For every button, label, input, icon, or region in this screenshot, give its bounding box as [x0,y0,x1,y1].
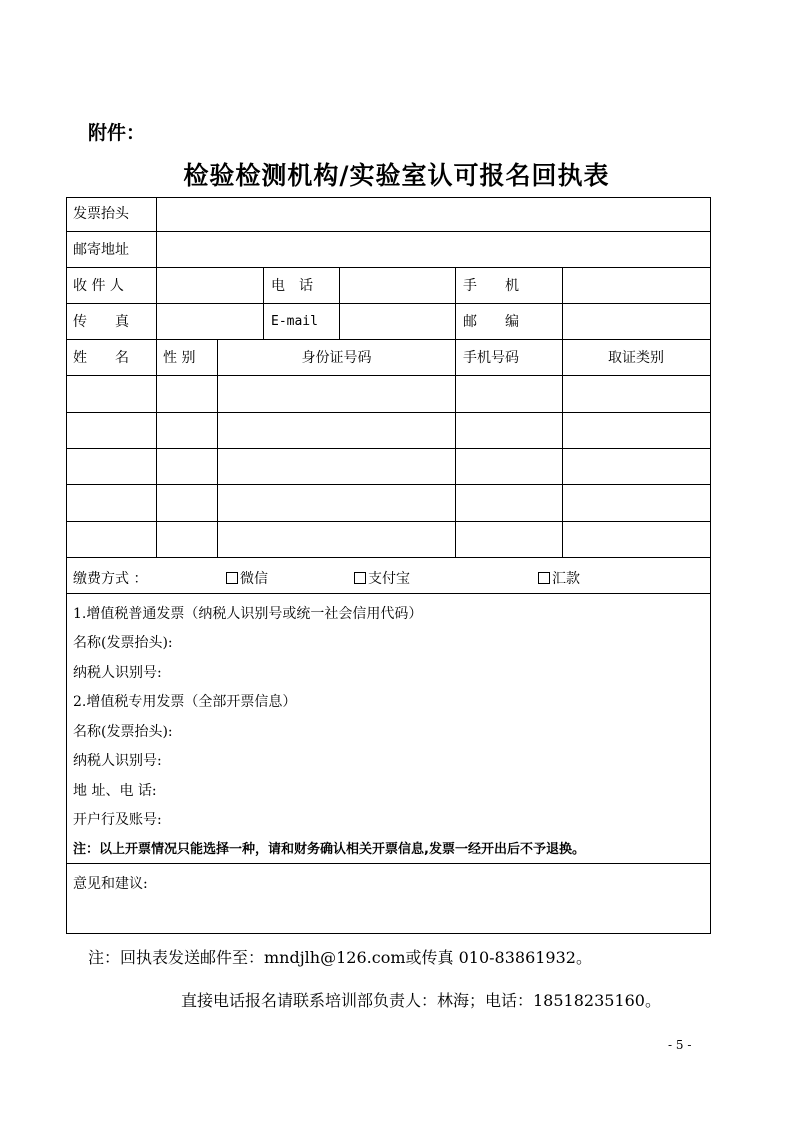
payment-label: 缴费方式 ： [73,571,148,587]
mobile-field[interactable] [563,268,709,303]
footer-note-email-fax: 注：回执表发送邮件至：mndjlh@126.com或传真 010-83861932。 [88,948,592,967]
payment-option-wechat[interactable] [226,570,268,588]
email-field[interactable] [340,304,455,339]
fax-label: 传 真 [73,314,129,330]
checkbox-icon[interactable] [354,572,366,584]
mailing-address-field[interactable] [157,232,709,267]
postcode-field[interactable] [563,304,709,339]
recipient-field[interactable] [157,268,263,303]
invoice-header-label: 发票抬头 [73,206,129,222]
postcode-label: 邮 编 [463,314,519,330]
invoice-info-line: 2.增值税专用发票（全部开票信息） [73,694,297,710]
mailing-address-label: 邮寄地址 [73,242,129,258]
column-header-certificate-type: 取证类别 [608,350,664,366]
registration-form [66,197,711,934]
payment-option-label: 汇款 [552,571,580,587]
col-divider [263,267,264,339]
invoice-info-line: 开户行及账号: [73,812,162,828]
payment-option-label: 微信 [240,571,268,587]
checkbox-icon[interactable] [226,572,238,584]
payment-option-alipay[interactable] [354,570,410,588]
invoice-note: 注：以上开票情况只能选择一种，请和财务确认相关开票信息,发票一经开出后不予退换。 [73,842,585,857]
fax-field[interactable] [157,304,263,339]
page-title: 检验检测机构/实验室认可报名回执表 [183,161,610,190]
footer-note-phone: 直接电话报名请联系培训部负责人：林海；电话：18518235160。 [181,991,661,1010]
phone-label: 电 话 [271,278,313,294]
table-row[interactable] [67,449,709,484]
invoice-info-line: 纳税人识别号: [73,665,162,681]
table-row[interactable] [67,376,709,412]
checkbox-icon[interactable] [538,572,550,584]
row-divider [66,557,711,558]
invoice-info-line: 1.增值税普通发票（纳税人识别号或统一社会信用代码） [73,606,423,622]
column-header-id-number: 身份证号码 [301,350,372,366]
invoice-header-field[interactable] [157,197,709,231]
page-number: - 5 - [668,1038,692,1052]
row-divider [66,593,711,594]
recipient-label: 收 件 人 [73,278,124,294]
mobile-label: 手 机 [463,278,519,294]
column-header-mobile-number: 手机号码 [463,350,519,366]
column-header-gender: 性 别 [163,350,196,366]
payment-option-bank-transfer[interactable] [538,570,580,588]
payment-option-label: 支付宝 [368,571,410,587]
invoice-info-line: 地 址、电 话: [73,783,157,799]
invoice-info-line: 名称(发票抬头): [73,724,173,740]
table-row[interactable] [67,522,709,557]
suggestions-field[interactable] [67,864,709,932]
suggestions-label: 意见和建议: [73,876,148,892]
attachment-label: 附件： [88,122,146,144]
invoice-info-line: 名称(发票抬头): [73,635,173,651]
column-header-name: 姓 名 [73,350,129,366]
email-label: E-mail [271,314,318,329]
phone-field[interactable] [340,268,455,303]
row-divider [66,339,711,340]
invoice-info-line: 纳税人识别号: [73,753,162,769]
table-row[interactable] [67,413,709,448]
table-row[interactable] [67,485,709,521]
